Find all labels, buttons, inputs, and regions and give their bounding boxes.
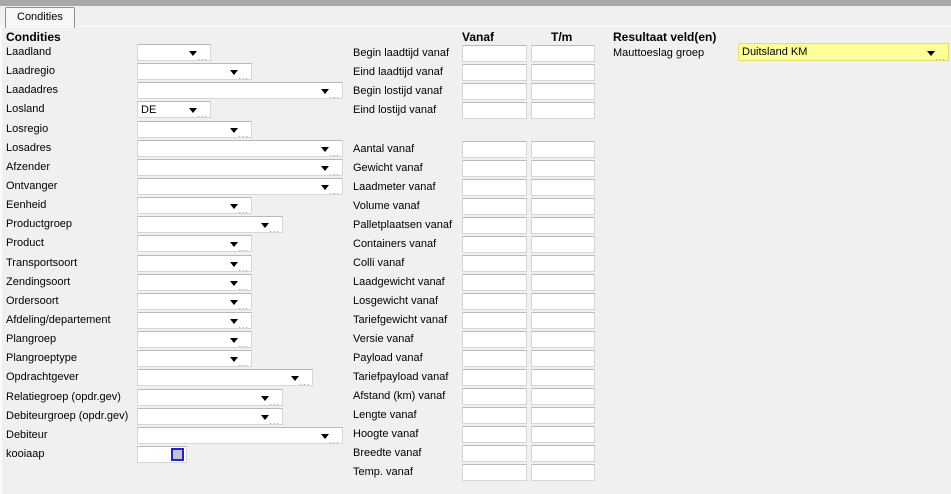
browse-dots-button[interactable]: ... <box>238 71 249 81</box>
payload-vanaf-tm-input[interactable] <box>531 350 595 367</box>
colli-vanaf-tm-input[interactable] <box>531 255 595 272</box>
chevron-down-icon[interactable] <box>321 166 329 171</box>
chevron-down-icon[interactable] <box>230 338 238 343</box>
chevron-down-icon[interactable] <box>261 223 269 228</box>
zendingsoort-label: Zendingsoort <box>6 276 71 288</box>
browse-dots-button[interactable]: ... <box>329 435 340 445</box>
browse-dots-button[interactable]: ... <box>269 224 280 234</box>
laadadres-label: Laadadres <box>6 84 58 96</box>
hoogte-vanaf-vanaf-input[interactable] <box>462 426 527 443</box>
laadgewicht-vanaf-tm-input[interactable] <box>531 274 595 291</box>
chevron-down-icon[interactable] <box>230 242 238 247</box>
browse-dots-button[interactable]: ... <box>238 243 249 253</box>
browse-dots-button[interactable]: ... <box>299 377 310 387</box>
chevron-down-icon[interactable] <box>230 204 238 209</box>
losregio-combobox[interactable] <box>137 121 252 138</box>
relatiegroep-opdr-gev-label: Relatiegroep (opdr.gev) <box>6 391 121 403</box>
eind-laadtijd-vanaf-tm-input[interactable] <box>531 64 595 81</box>
breedte-vanaf-label: Breedte vanaf <box>353 447 422 459</box>
chevron-down-icon[interactable] <box>261 415 269 420</box>
eind-laadtijd-vanaf-vanaf-input[interactable] <box>462 64 527 81</box>
begin-lostijd-vanaf-vanaf-input[interactable] <box>462 83 527 100</box>
chevron-down-icon[interactable] <box>291 376 299 381</box>
hoogte-vanaf-tm-input[interactable] <box>531 426 595 443</box>
breedte-vanaf-vanaf-input[interactable] <box>462 445 527 462</box>
eenheid-combobox[interactable] <box>137 197 252 214</box>
laadland-combobox[interactable] <box>137 44 211 61</box>
losregio-label: Losregio <box>6 123 49 135</box>
kooiaap-label: kooiaap <box>6 448 45 460</box>
palletplaatsen-vanaf-vanaf-input[interactable] <box>462 217 527 234</box>
eenheid-label: Eenheid <box>6 199 47 211</box>
gewicht-vanaf-tm-input[interactable] <box>531 160 595 177</box>
tariefpayload-vanaf-label: Tariefpayload vanaf <box>353 371 449 383</box>
browse-dots-button[interactable]: ... <box>329 90 340 100</box>
losgewicht-vanaf-tm-input[interactable] <box>531 293 595 310</box>
chevron-down-icon[interactable] <box>261 396 269 401</box>
transportsoort-combobox[interactable] <box>137 255 252 272</box>
afstand-km-vanaf-vanaf-input[interactable] <box>462 388 527 405</box>
hoogte-vanaf-label: Hoogte vanaf <box>353 428 419 440</box>
losland-label: Losland <box>6 103 45 115</box>
tariefgewicht-vanaf-vanaf-input[interactable] <box>462 312 527 329</box>
ordersoort-combobox[interactable] <box>137 293 252 310</box>
aantal-vanaf-label: Aantal vanaf <box>353 143 415 155</box>
panel-left-edge <box>0 27 2 494</box>
productgroep-label: Productgroep <box>6 218 73 230</box>
tab-bar <box>0 6 951 27</box>
browse-dots-button[interactable]: ... <box>329 186 340 196</box>
tariefpayload-vanaf-vanaf-input[interactable] <box>462 369 527 386</box>
begin-laadtijd-vanaf-tm-input[interactable] <box>531 45 595 62</box>
aantal-vanaf-vanaf-input[interactable] <box>462 141 527 158</box>
debiteur-label: Debiteur <box>6 429 48 441</box>
plangroeptype-label: Plangroeptype <box>6 352 77 364</box>
gewicht-vanaf-label: Gewicht vanaf <box>353 162 423 174</box>
afdeling-departement-combobox[interactable] <box>137 312 252 329</box>
browse-dots-button[interactable]: ... <box>238 282 249 292</box>
begin-laadtijd-vanaf-vanaf-input[interactable] <box>462 45 527 62</box>
laadadres-combobox[interactable] <box>137 82 343 99</box>
plangroeptype-combobox[interactable] <box>137 350 252 367</box>
volume-vanaf-vanaf-input[interactable] <box>462 198 527 215</box>
transportsoort-label: Transportsoort <box>6 257 78 269</box>
tariefgewicht-vanaf-tm-input[interactable] <box>531 312 595 329</box>
debiteurgroep-opdr-gev-label: Debiteurgroep (opdr.gev) <box>6 410 129 422</box>
conditions-section-title: Condities <box>6 30 61 44</box>
versie-vanaf-tm-input[interactable] <box>531 331 595 348</box>
temp-vanaf-tm-input[interactable] <box>531 464 595 481</box>
plangroep-combobox[interactable] <box>137 331 252 348</box>
productgroep-combobox[interactable] <box>137 216 283 233</box>
losgewicht-vanaf-label: Losgewicht vanaf <box>353 295 438 307</box>
begin-laadtijd-vanaf-label: Begin laadtijd vanaf <box>353 47 450 59</box>
eind-laadtijd-vanaf-label: Eind laadtijd vanaf <box>353 66 443 78</box>
chevron-down-icon[interactable] <box>230 262 238 267</box>
ontvanger-label: Ontvanger <box>6 180 58 192</box>
vanaf-column-header: Vanaf <box>462 30 495 44</box>
laadmeter-vanaf-tm-input[interactable] <box>531 179 595 196</box>
browse-dots-button[interactable]: ... <box>238 263 249 273</box>
chevron-down-icon[interactable] <box>230 281 238 286</box>
chevron-down-icon[interactable] <box>189 108 197 113</box>
lengte-vanaf-vanaf-input[interactable] <box>462 407 527 424</box>
mauttoeslag-groep-label: Mauttoeslag groep <box>613 47 705 59</box>
ontvanger-combobox[interactable] <box>137 178 343 195</box>
mauttoeslag-groep-combobox[interactable] <box>738 43 949 61</box>
temp-vanaf-label: Temp. vanaf <box>353 466 413 478</box>
laadland-label: Laadland <box>6 46 52 58</box>
laadregio-label: Laadregio <box>6 65 55 77</box>
relatiegroep-opdr-gev-combobox[interactable] <box>137 389 283 406</box>
browse-dots-button[interactable]: ... <box>238 320 249 330</box>
ordersoort-label: Ordersoort <box>6 295 59 307</box>
palletplaatsen-vanaf-tm-input[interactable] <box>531 217 595 234</box>
palletplaatsen-vanaf-label: Palletplaatsen vanaf <box>353 219 453 231</box>
payload-vanaf-label: Payload vanaf <box>353 352 423 364</box>
lengte-vanaf-label: Lengte vanaf <box>353 409 417 421</box>
zendingsoort-combobox[interactable] <box>137 274 252 291</box>
colli-vanaf-label: Colli vanaf <box>353 257 405 269</box>
temp-vanaf-vanaf-input[interactable] <box>462 464 527 481</box>
laadgewicht-vanaf-vanaf-input[interactable] <box>462 274 527 291</box>
tm-column-header: T/m <box>551 30 573 44</box>
tariefgewicht-vanaf-label: Tariefgewicht vanaf <box>353 314 448 326</box>
chevron-down-icon[interactable] <box>230 70 238 75</box>
browse-dots-button[interactable]: ... <box>238 129 249 139</box>
chevron-down-icon[interactable] <box>189 51 197 56</box>
losland-value: DE <box>141 104 157 116</box>
losgewicht-vanaf-vanaf-input[interactable] <box>462 293 527 310</box>
losland-combobox[interactable] <box>137 101 211 118</box>
browse-dots-button[interactable]: ... <box>329 167 340 177</box>
tab-condities-label: Condities <box>17 11 63 23</box>
colli-vanaf-vanaf-input[interactable] <box>462 255 527 272</box>
eind-lostijd-vanaf-vanaf-input[interactable] <box>462 102 527 119</box>
eind-lostijd-vanaf-label: Eind lostijd vanaf <box>353 104 437 116</box>
afzender-combobox[interactable] <box>137 159 343 176</box>
mauttoeslag-groep-value: Duitsland KM <box>742 46 808 58</box>
begin-lostijd-vanaf-tm-input[interactable] <box>531 83 595 100</box>
browse-dots-button[interactable]: ... <box>197 109 208 119</box>
chevron-down-icon[interactable] <box>321 89 329 94</box>
product-label: Product <box>6 237 44 249</box>
payload-vanaf-vanaf-input[interactable] <box>462 350 527 367</box>
kooiaap-checkbox[interactable] <box>171 448 184 461</box>
chevron-down-icon[interactable] <box>927 51 935 56</box>
chevron-down-icon[interactable] <box>230 319 238 324</box>
lengte-vanaf-tm-input[interactable] <box>531 407 595 424</box>
product-combobox[interactable] <box>137 235 252 252</box>
kooiaap-field <box>137 446 187 463</box>
laadgewicht-vanaf-label: Laadgewicht vanaf <box>353 276 445 288</box>
chevron-down-icon[interactable] <box>321 434 329 439</box>
volume-vanaf-tm-input[interactable] <box>531 198 595 215</box>
aantal-vanaf-tm-input[interactable] <box>531 141 595 158</box>
results-section-title: Resultaat veld(en) <box>613 30 717 44</box>
containers-vanaf-tm-input[interactable] <box>531 236 595 253</box>
containers-vanaf-label: Containers vanaf <box>353 238 437 250</box>
laadregio-combobox[interactable] <box>137 63 252 80</box>
chevron-down-icon[interactable] <box>321 147 329 152</box>
chevron-down-icon[interactable] <box>230 300 238 305</box>
debiteur-combobox[interactable] <box>137 427 343 444</box>
volume-vanaf-label: Volume vanaf <box>353 200 420 212</box>
browse-dots-button[interactable]: ... <box>238 205 249 215</box>
laadmeter-vanaf-label: Laadmeter vanaf <box>353 181 436 193</box>
opdrachtgever-combobox[interactable] <box>137 369 313 386</box>
eind-lostijd-vanaf-tm-input[interactable] <box>531 102 595 119</box>
browse-dots-button[interactable]: ... <box>269 416 280 426</box>
browse-dots-button[interactable]: ... <box>238 339 249 349</box>
chevron-down-icon[interactable] <box>321 185 329 190</box>
versie-vanaf-vanaf-input[interactable] <box>462 331 527 348</box>
chevron-down-icon[interactable] <box>230 357 238 362</box>
losadres-combobox[interactable] <box>137 140 343 157</box>
afdeling-departement-label: Afdeling/departement <box>6 314 111 326</box>
browse-dots-button[interactable]: ... <box>238 301 249 311</box>
containers-vanaf-vanaf-input[interactable] <box>462 236 527 253</box>
begin-lostijd-vanaf-label: Begin lostijd vanaf <box>353 85 443 97</box>
browse-dots-button[interactable]: ... <box>238 358 249 368</box>
versie-vanaf-label: Versie vanaf <box>353 333 414 345</box>
afzender-label: Afzender <box>6 161 51 173</box>
tariefpayload-vanaf-tm-input[interactable] <box>531 369 595 386</box>
browse-dots-button[interactable]: ... <box>197 52 208 62</box>
breedte-vanaf-tm-input[interactable] <box>531 445 595 462</box>
gewicht-vanaf-vanaf-input[interactable] <box>462 160 527 177</box>
laadmeter-vanaf-vanaf-input[interactable] <box>462 179 527 196</box>
browse-dots-button[interactable]: ... <box>935 52 946 62</box>
browse-dots-button[interactable]: ... <box>329 148 340 158</box>
browse-dots-button[interactable]: ... <box>269 397 280 407</box>
tab-condities[interactable] <box>5 7 75 28</box>
afstand-km-vanaf-label: Afstand (km) vanaf <box>353 390 446 402</box>
losadres-label: Losadres <box>6 142 52 154</box>
chevron-down-icon[interactable] <box>230 128 238 133</box>
opdrachtgever-label: Opdrachtgever <box>6 371 79 383</box>
plangroep-label: Plangroep <box>6 333 57 345</box>
debiteurgroep-opdr-gev-combobox[interactable] <box>137 408 283 425</box>
afstand-km-vanaf-tm-input[interactable] <box>531 388 595 405</box>
